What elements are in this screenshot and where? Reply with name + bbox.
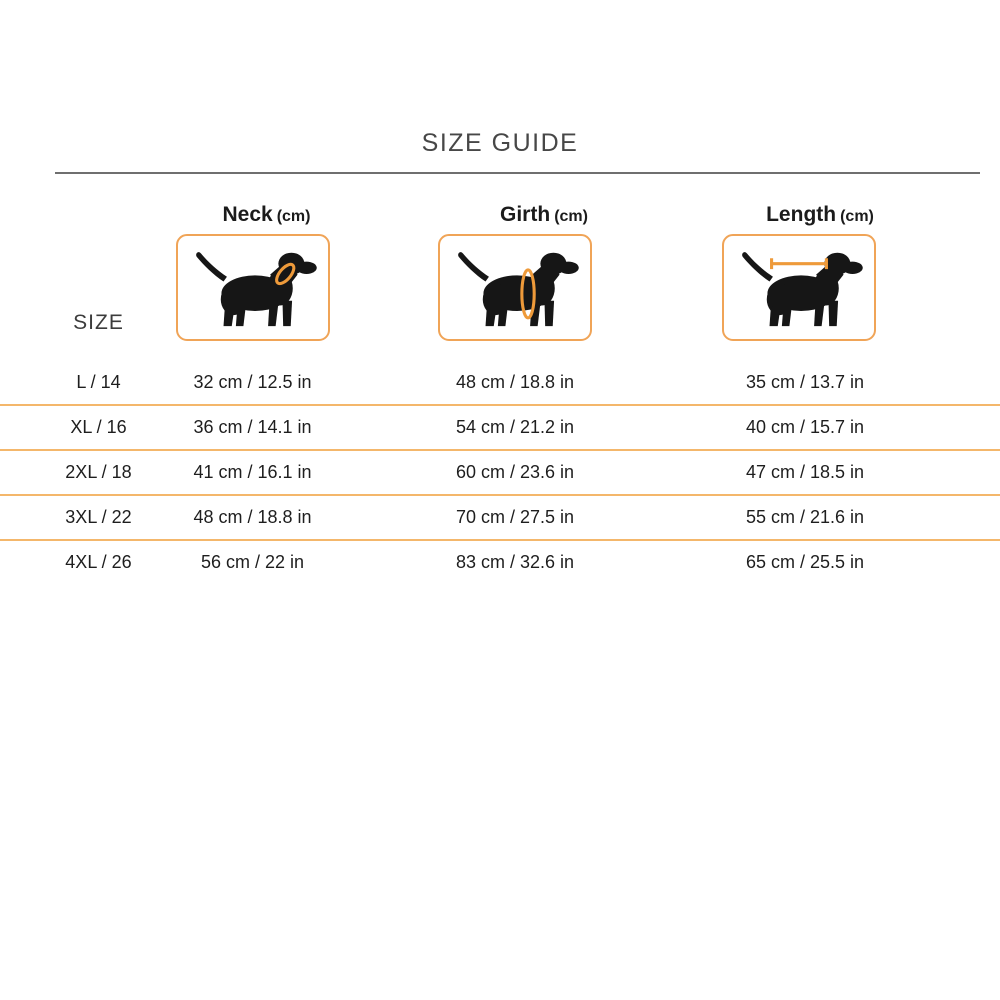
girth-value: 48 cm / 18.8 in [455,372,575,392]
length-value: 47 cm / 18.5 in [745,462,865,482]
neck-value: 56 cm / 22 in [200,552,305,572]
length-header-label: Length [766,203,837,226]
length-value: 40 cm / 15.7 in [745,417,865,437]
length-header-unit: (cm) [840,208,874,225]
girth-value: 60 cm / 23.6 in [455,462,575,482]
page-title: SIZE GUIDE [421,129,579,157]
size-table [0,361,1000,584]
dog-length-measure-icon [729,239,869,335]
girth-header-unit: (cm) [554,208,588,225]
size-value: XL / 16 [70,417,127,437]
neck-value: 48 cm / 18.8 in [193,507,312,527]
dog-silhouette-icon [458,252,579,326]
table-row [0,496,1000,541]
table-row [0,361,1000,406]
length-diagram-cell [700,234,940,341]
neck-diagram-cell [175,234,330,341]
length-value: 35 cm / 13.7 in [745,372,865,392]
size-column-label: SIZE [73,311,124,334]
table-row [0,541,1000,584]
neck-diagram-box [176,234,330,341]
column-header-girth [330,203,700,227]
column-header-length [700,203,940,227]
dog-girth-measure-icon [445,239,585,335]
dog-neck-measure-icon [183,239,323,335]
column-header-neck [175,203,330,227]
title-divider [55,172,980,174]
length-value: 55 cm / 21.6 in [745,507,865,527]
girth-value: 54 cm / 21.2 in [455,417,575,437]
neck-value: 41 cm / 16.1 in [193,462,312,482]
girth-header-label: Girth [500,203,551,226]
size-value: 4XL / 26 [65,552,132,572]
neck-header-label: Neck [222,203,273,226]
length-diagram-box [722,234,876,341]
size-value: L / 14 [76,372,121,392]
length-measure-line-icon [772,258,827,269]
dog-silhouette-icon [196,252,317,326]
girth-value: 70 cm / 27.5 in [455,507,575,527]
size-value: 2XL / 18 [65,462,132,482]
girth-diagram-cell [330,234,700,341]
length-value: 65 cm / 25.5 in [745,552,865,572]
neck-header-unit: (cm) [276,208,311,225]
size-value: 3XL / 22 [65,507,132,527]
diagram-row [0,233,1000,341]
neck-value: 36 cm / 14.1 in [193,417,312,437]
girth-value: 83 cm / 32.6 in [455,552,575,572]
table-row [0,406,1000,451]
table-row [0,451,1000,496]
girth-diagram-box [438,234,592,341]
column-header-row [0,198,1000,232]
neck-value: 32 cm / 12.5 in [193,372,312,392]
